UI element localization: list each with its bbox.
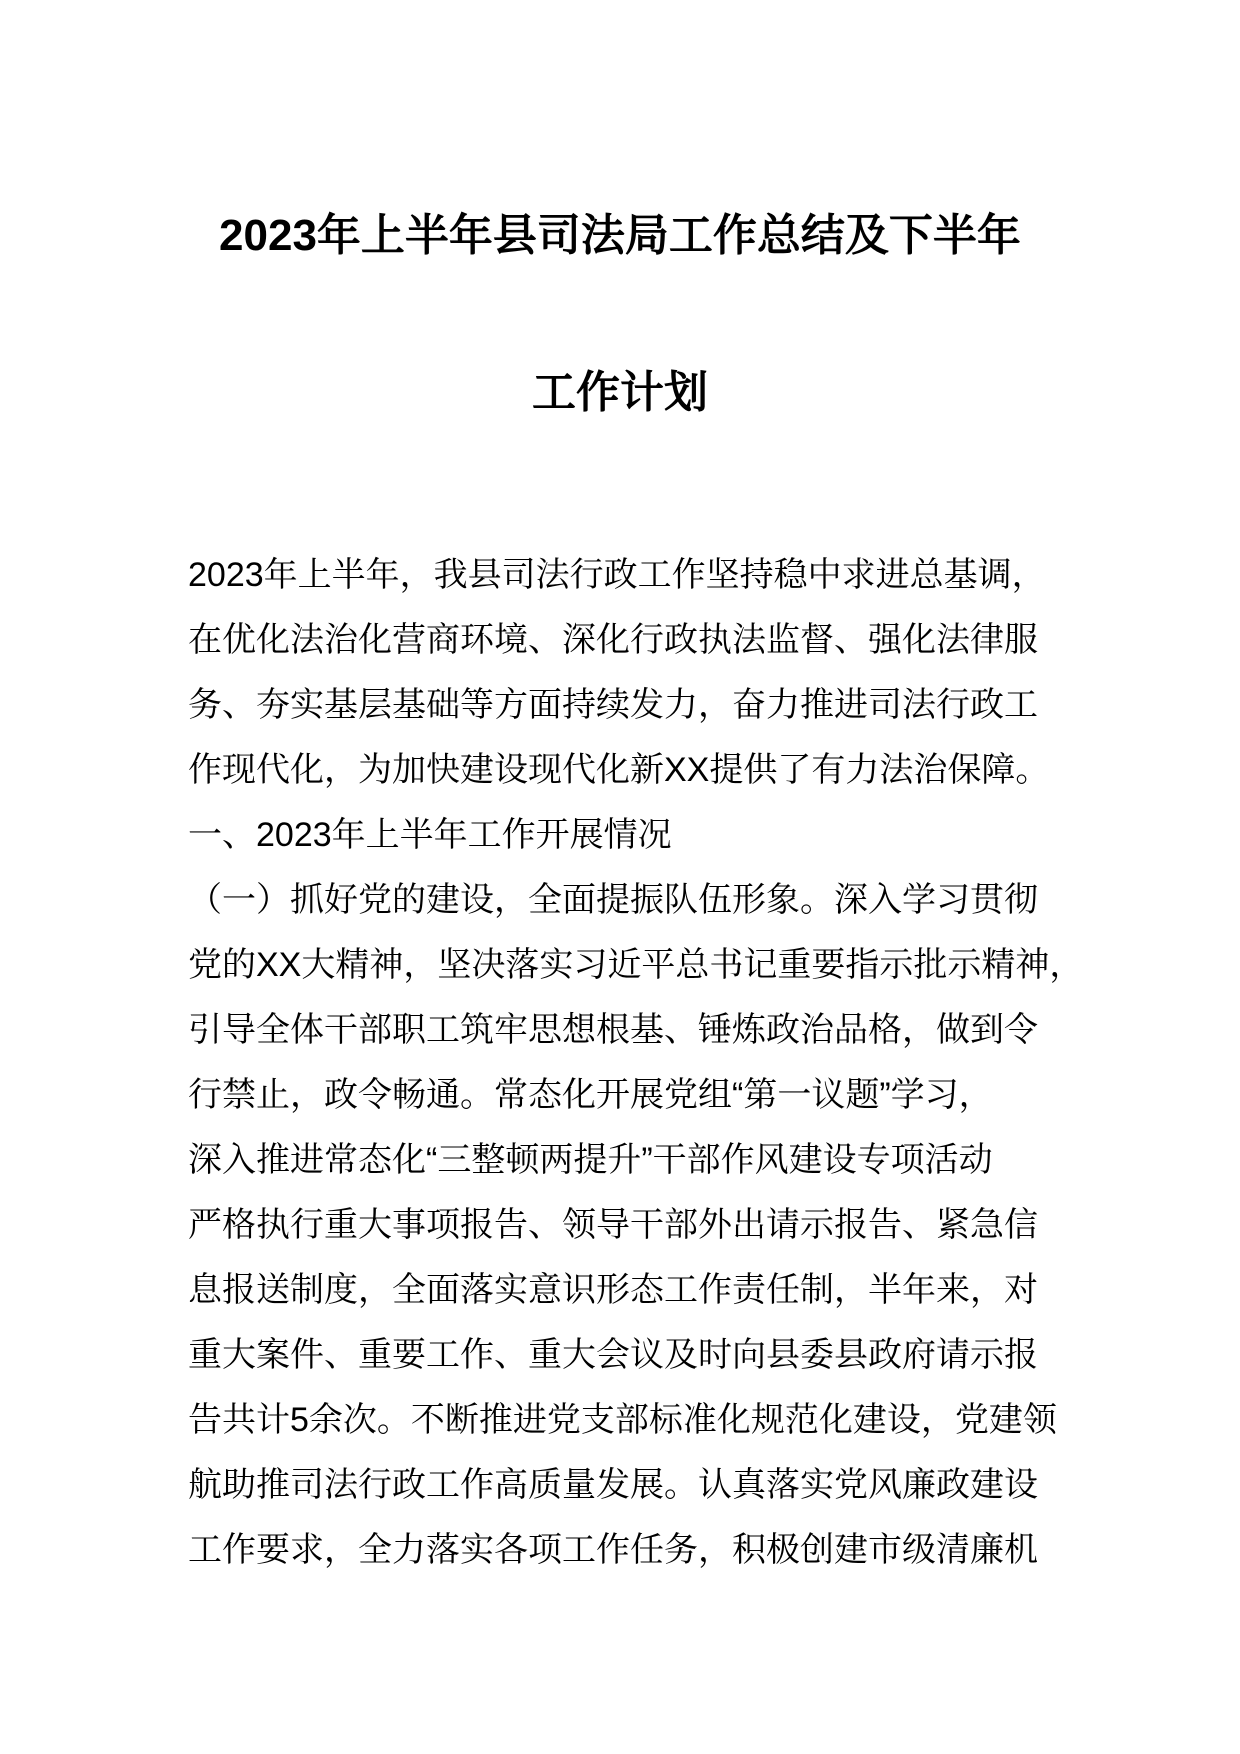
body-line: 行禁止，政令畅通。常态化开展党组“第一议题”学习， [188, 1076, 993, 1114]
document-title-line-1: 2023年上半年县司法局工作总结及下半年 [219, 211, 1021, 260]
section-heading: 一、2023年上半年工作开展情况 [188, 816, 672, 854]
body-line: 严格执行重大事项报告、领导干部外出请示报告、紧急信 [188, 1206, 1038, 1244]
body-line: 深入推进常态化“三整顿两提升”干部作风建设专项活动 [188, 1141, 993, 1179]
body-line: 务、夯实基层基础等方面持续发力，奋力推进司法行政工 [188, 686, 1038, 724]
body-line: 息报送制度，全面落实意识形态工作责任制，半年来，对 [188, 1271, 1038, 1309]
document-body [188, 543, 1084, 1583]
body-line: 工作要求，全力落实各项工作任务，积极创建市级清廉机 [188, 1531, 1038, 1569]
body-line: （一）抓好党的建设，全面提振队伍形象。深入学习贯彻 [188, 881, 1038, 919]
body-line: 重大案件、重要工作、重大会议及时向县委县政府请示报 [188, 1336, 1038, 1374]
body-line: 党的XX大精神，坚决落实习近平总书记重要指示批示精神， [188, 946, 1084, 984]
body-line: 引导全体干部职工筑牢思想根基、锤炼政治品格，做到令 [188, 1011, 1038, 1049]
body-line: 2023年上半年，我县司法行政工作坚持稳中求进总基调， [188, 556, 1046, 594]
body-line: 航助推司法行政工作高质量发展。认真落实党风廉政建设 [188, 1466, 1038, 1504]
body-line: 作现代化，为加快建设现代化新XX提供了有力法治保障。 [188, 751, 1050, 789]
document-title-line-2: 工作计划 [532, 368, 708, 417]
body-line: 告共计5余次。不断推进党支部标准化规范化建设，党建领 [188, 1401, 1057, 1439]
body-line: 在优化法治化营商环境、深化行政执法监督、强化法律服 [188, 621, 1038, 659]
